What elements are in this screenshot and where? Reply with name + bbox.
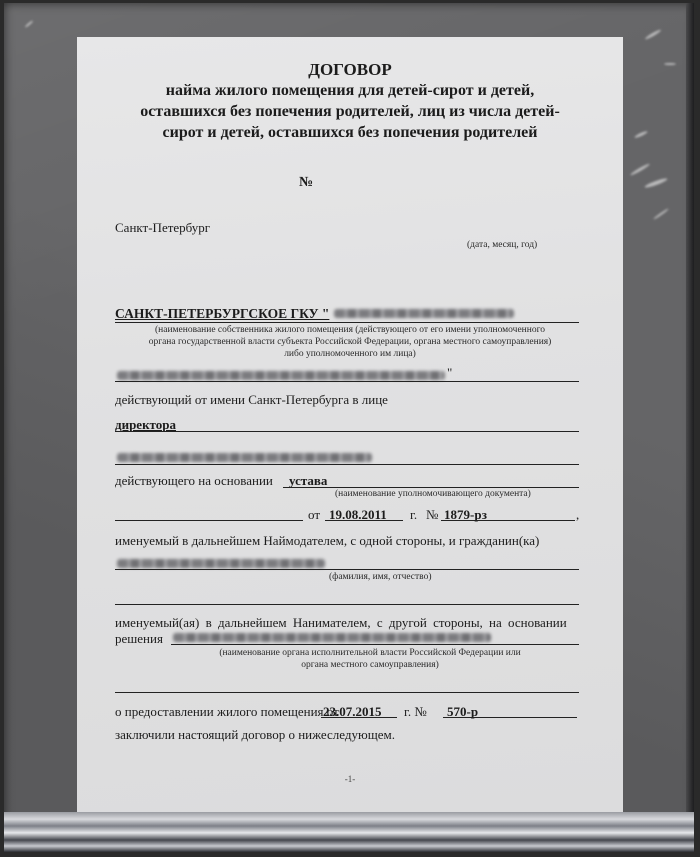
page-number: -1- <box>344 774 356 784</box>
contract-number-label: № <box>299 175 314 190</box>
sleeve-glare <box>664 63 676 65</box>
tenant-extra-underline <box>115 604 579 605</box>
conclusion: заключили настоящий договор о нижеследующем. <box>115 727 395 742</box>
basis-label: действующего на основании <box>115 473 273 488</box>
subtitle-line: оставшихся без попечения родителей, лиц из числа детей- <box>140 103 560 120</box>
director-underline <box>115 464 579 465</box>
owner-underline <box>115 322 579 323</box>
provision-number-underline <box>443 717 577 718</box>
document-title: ДОГОВОР <box>308 60 392 79</box>
provision-date-underline <box>321 717 397 718</box>
hint-line: (наименование собственника жилого помещения (действующего от его имени уполномоченного <box>154 325 545 335</box>
basis-date-prefix: от <box>308 507 321 522</box>
acting-on-behalf: действующий от имени Санкт-Петербурга в лице <box>115 392 388 407</box>
sleeve-glare <box>653 208 669 220</box>
hint-line: органа местного самоуправления) <box>301 660 439 670</box>
basis-doc-underline <box>115 520 303 521</box>
sleeve-glare <box>634 130 648 139</box>
provision-year-suffix: г. № <box>404 704 427 719</box>
tenant-hint: (фамилия, имя, отчество) <box>329 572 432 582</box>
tenant-underline <box>115 569 579 570</box>
date-hint: (дата, месяц, год) <box>467 240 538 250</box>
provision-date: 23.07.2015 <box>323 704 382 719</box>
landlord-text: именуемый в дальнейшем Наймодателем, с одной стороны, и гражданин(ка) <box>115 533 540 548</box>
redacted-director-name <box>117 453 372 462</box>
decision-label: решения <box>115 631 163 646</box>
document-subtitle <box>77 80 623 143</box>
decision-underline <box>171 644 579 645</box>
provision-prefix: о предоставлении жилого помещения от <box>115 704 339 719</box>
sleeve-glare <box>25 20 34 28</box>
basis-number-underline <box>441 520 575 521</box>
basis-trailing: , <box>576 507 580 522</box>
subtitle-line: сирот и детей, оставшихся без попечения родителей <box>162 124 538 141</box>
subtitle-line: найма жилого помещения для детей-сирот и детей, <box>165 82 535 99</box>
sleeve-glare <box>630 163 651 177</box>
redacted-owner-continuation <box>117 371 445 380</box>
basis-value: устава <box>289 473 328 488</box>
basis-date: 19.08.2011 <box>329 507 387 522</box>
owner-name: САНКТ-ПЕТЕРБУРГСКОЕ ГКУ " <box>115 306 330 321</box>
contract-page <box>77 37 623 812</box>
owner-quote: " <box>447 365 453 380</box>
redacted-decision-body <box>173 633 491 642</box>
redacted-owner-name <box>334 309 514 318</box>
basis-year-suffix: г. <box>410 507 418 522</box>
tenant-text: именуемый(ая) в дальнейшем Нанимателем, с другой стороны, на основании <box>115 615 567 630</box>
position-underline <box>115 431 579 432</box>
redacted-tenant-name <box>117 559 325 568</box>
position: директора <box>115 417 177 432</box>
basis-underline <box>283 487 579 488</box>
sleeve-edge <box>686 3 694 851</box>
hint-line: органа государственной власти субъекта Российской Федерации, органа местного самоуправления) <box>148 337 552 347</box>
sleeve-bottom-fold <box>4 812 694 852</box>
basis-number-label: № <box>426 507 439 522</box>
provision-number: 570-р <box>447 704 479 719</box>
city: Санкт-Петербург <box>115 220 211 235</box>
hint-line: либо уполномоченного им лица) <box>284 349 416 359</box>
owner-continuation-underline <box>115 381 579 382</box>
decision-extra-underline <box>115 692 579 693</box>
owner-hint <box>77 324 623 360</box>
basis-hint: (наименование уполномочивающего документа) <box>335 489 531 499</box>
decision-hint <box>77 647 623 671</box>
basis-number: 1879-рз <box>444 507 487 522</box>
sleeve-glare <box>644 177 668 189</box>
hint-line: (наименование органа исполнительной власти Российской Федерации или <box>219 648 521 658</box>
basis-date-underline <box>325 520 403 521</box>
sleeve-glare <box>644 29 661 41</box>
